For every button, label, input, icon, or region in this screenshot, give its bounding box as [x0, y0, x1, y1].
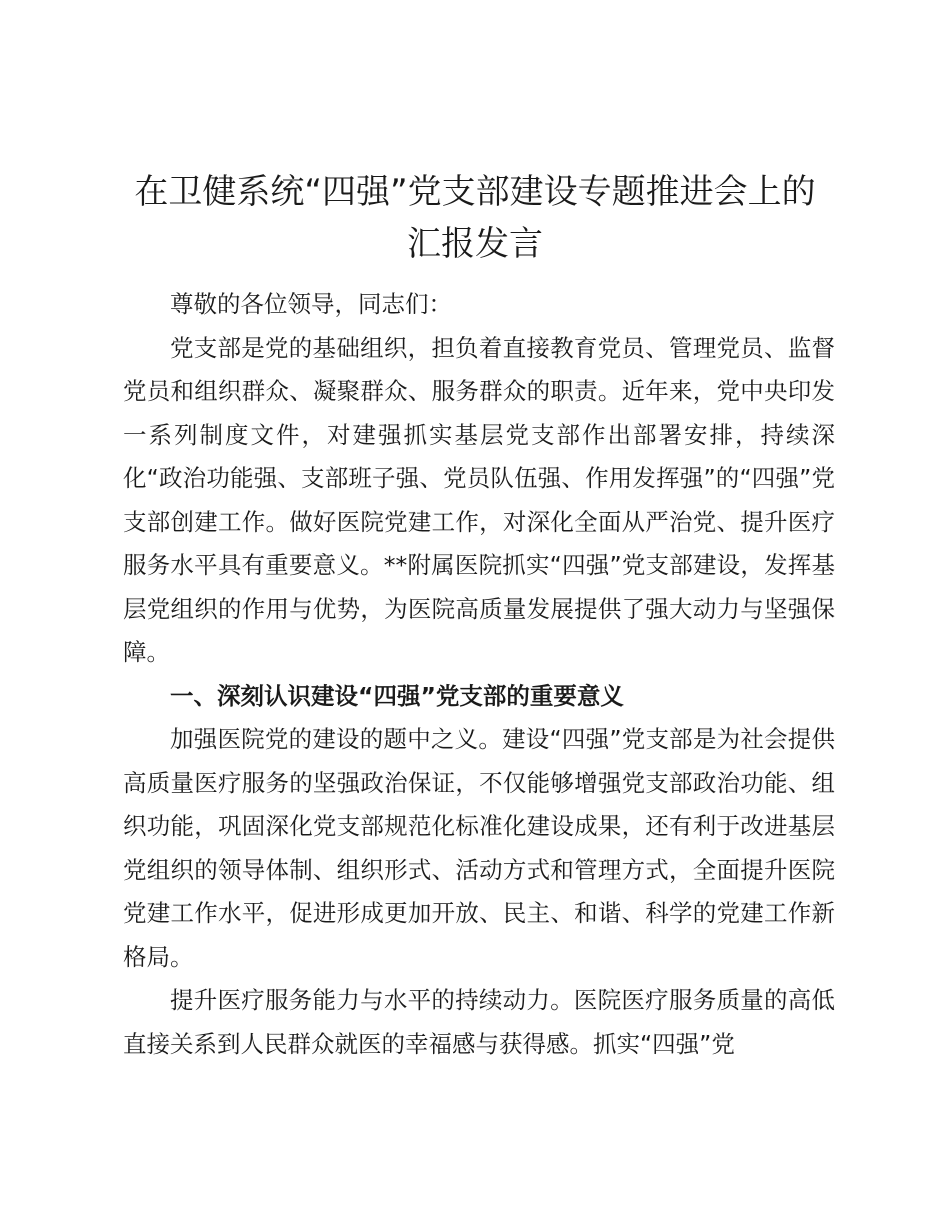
salutation: 尊敬的各位领导，同志们： [170, 290, 452, 318]
intro-paragraph: 党支部是党的基础组织，担负着直接教育党员、管理党员、监督党员和组织群众、凝聚群众、服务群众的职责。近年来，党中央印发一系列制度文件，对建强抓实基层党支部作出部署安排，持续深化“政治功能强、支部班子强、党员队伍强、作用发挥强”的“四强”党支部创建工作。做好医院党建工作，对深化全面从严治党、提升医疗服务水平具有重要意义。**附属医院抓实“四强”党支部建设，发挥基层党组织的作用与优势，为医院高质量发展提供了强大动力与坚强保障。 [123, 333, 835, 666]
document-body [123, 283, 835, 1066]
section-1-paragraph-1: 加强医院党的建设的题中之义。建设“四强”党支部是为社会提供高质量医疗服务的坚强政治保证，不仅能够增强党支部政治功能、组织功能，巩固深化党支部规范化标准化建设成果，还有利于改进基层党组织的领导体制、组织形式、活动方式和管理方式，全面提升医院党建工作水平，促进形成更加开放、民主、和谐、科学的党建工作新格局。 [123, 725, 835, 971]
section-1-paragraph-2: 提升医疗服务能力与水平的持续动力。医院医疗服务质量的高低直接关系到人民群众就医的幸福感与获得感。抓实“四强”党 [123, 986, 835, 1058]
title-line-2: 汇报发言 [407, 224, 543, 264]
title-line-1: 在卫健系统“四强”党支部建设专题推进会上的 [134, 172, 816, 212]
section-heading-1: 一、深刻认识建设“四强”党支部的重要意义 [170, 681, 624, 710]
document-title [110, 166, 840, 270]
